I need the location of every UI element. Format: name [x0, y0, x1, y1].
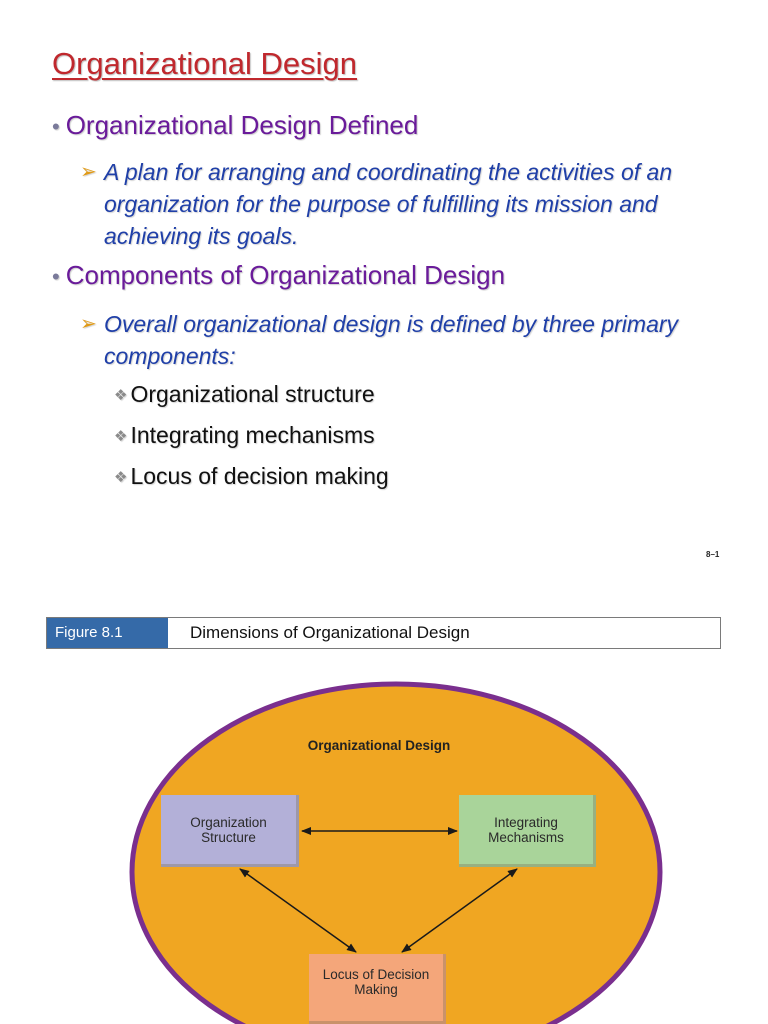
figure-header [46, 617, 721, 649]
component-item [114, 381, 375, 408]
definition-text [80, 156, 720, 252]
box-integrating-mechanisms [459, 795, 596, 867]
diamond-bullet-icon: ❖ [114, 469, 128, 486]
bullet-dot-icon: • [52, 114, 60, 139]
bullet-dot-icon: • [52, 264, 60, 289]
box-label-line: Organization [190, 814, 267, 830]
bullet-design-defined [52, 110, 418, 141]
figure-title: Dimensions of Organizational Design [190, 623, 470, 642]
arrow-bullet-icon: ➢ [80, 161, 97, 183]
box-locus-of-decision-making [309, 954, 446, 1024]
components-intro [80, 308, 720, 372]
figure-label: Figure 8.1 [47, 618, 168, 648]
bullet-components [52, 260, 505, 291]
box-label-line: Structure [201, 829, 256, 845]
box-organization-structure [161, 795, 299, 867]
components-intro-body: Overall organizational design is defined by three primary components: [104, 311, 679, 369]
oval-title: Organizational Design [307, 738, 451, 753]
box-label-line: Mechanisms [488, 829, 564, 845]
component-label: Integrating mechanisms [130, 422, 375, 448]
component-item [114, 463, 389, 490]
definition-body: A plan for arranging and coordinating the activities of an organization for the purpose of fulfilling its mission and achieving its goals. [104, 159, 673, 249]
diamond-bullet-icon: ❖ [114, 428, 128, 445]
component-label: Locus of decision making [130, 463, 389, 489]
diamond-bullet-icon: ❖ [114, 387, 128, 404]
box-label-line: Making [354, 981, 398, 997]
slide-title: Organizational Design [52, 46, 358, 81]
page-number: 8–1 [706, 550, 720, 559]
component-label: Organizational structure [130, 381, 375, 407]
component-item [114, 422, 375, 449]
bullet-heading: Components of Organizational Design [65, 260, 506, 290]
bullet-heading: Organizational Design Defined [65, 110, 419, 140]
arrow-bullet-icon: ➢ [80, 313, 97, 335]
box-label-line: Locus of Decision [322, 966, 430, 982]
box-label-line: Integrating [494, 814, 558, 830]
